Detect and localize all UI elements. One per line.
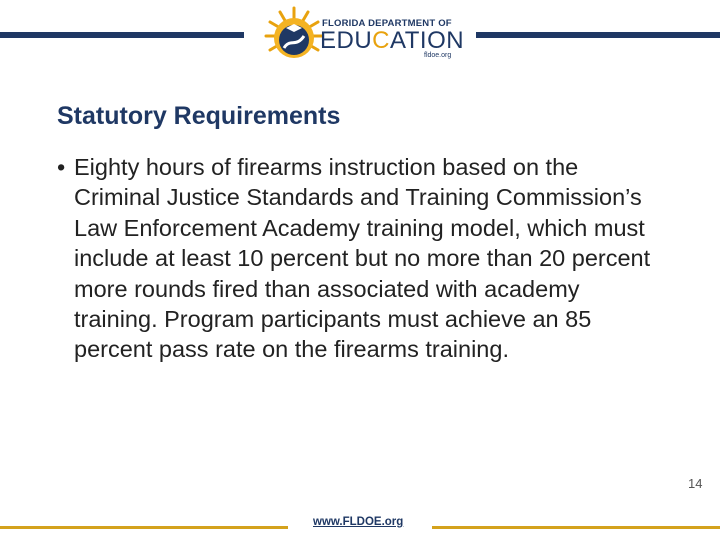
slide-title: Statutory Requirements <box>57 102 341 130</box>
bullet-marker: • <box>57 154 66 180</box>
bullet-item <box>57 152 657 365</box>
page-number: 14 <box>688 476 703 491</box>
logo-site-text: fldoe.org <box>424 52 452 59</box>
logo-text-top: FLORIDA DEPARTMENT OF <box>322 18 452 29</box>
footer-rule-left <box>0 526 288 529</box>
bullet-text: Eighty hours of firearms instruction based on the Criminal Justice Standards and Training Commission’s Law Enforcement Academy training model, which must include at least 10 percent but no more than 20 percent more rounds fired than associated with academy training. Program participants must achieve an 85 percent pass rate on the firearms training. <box>74 154 651 363</box>
footer-website-link[interactable]: www.FLDOE.org <box>313 516 404 528</box>
footer-rule-right <box>432 526 720 529</box>
header-rule-left <box>0 32 244 38</box>
logo-text-main: EDUCATION <box>320 27 465 54</box>
header-rule-right <box>476 32 720 38</box>
sunburst-emblem-icon <box>262 4 326 68</box>
fldoe-logo <box>262 4 465 68</box>
